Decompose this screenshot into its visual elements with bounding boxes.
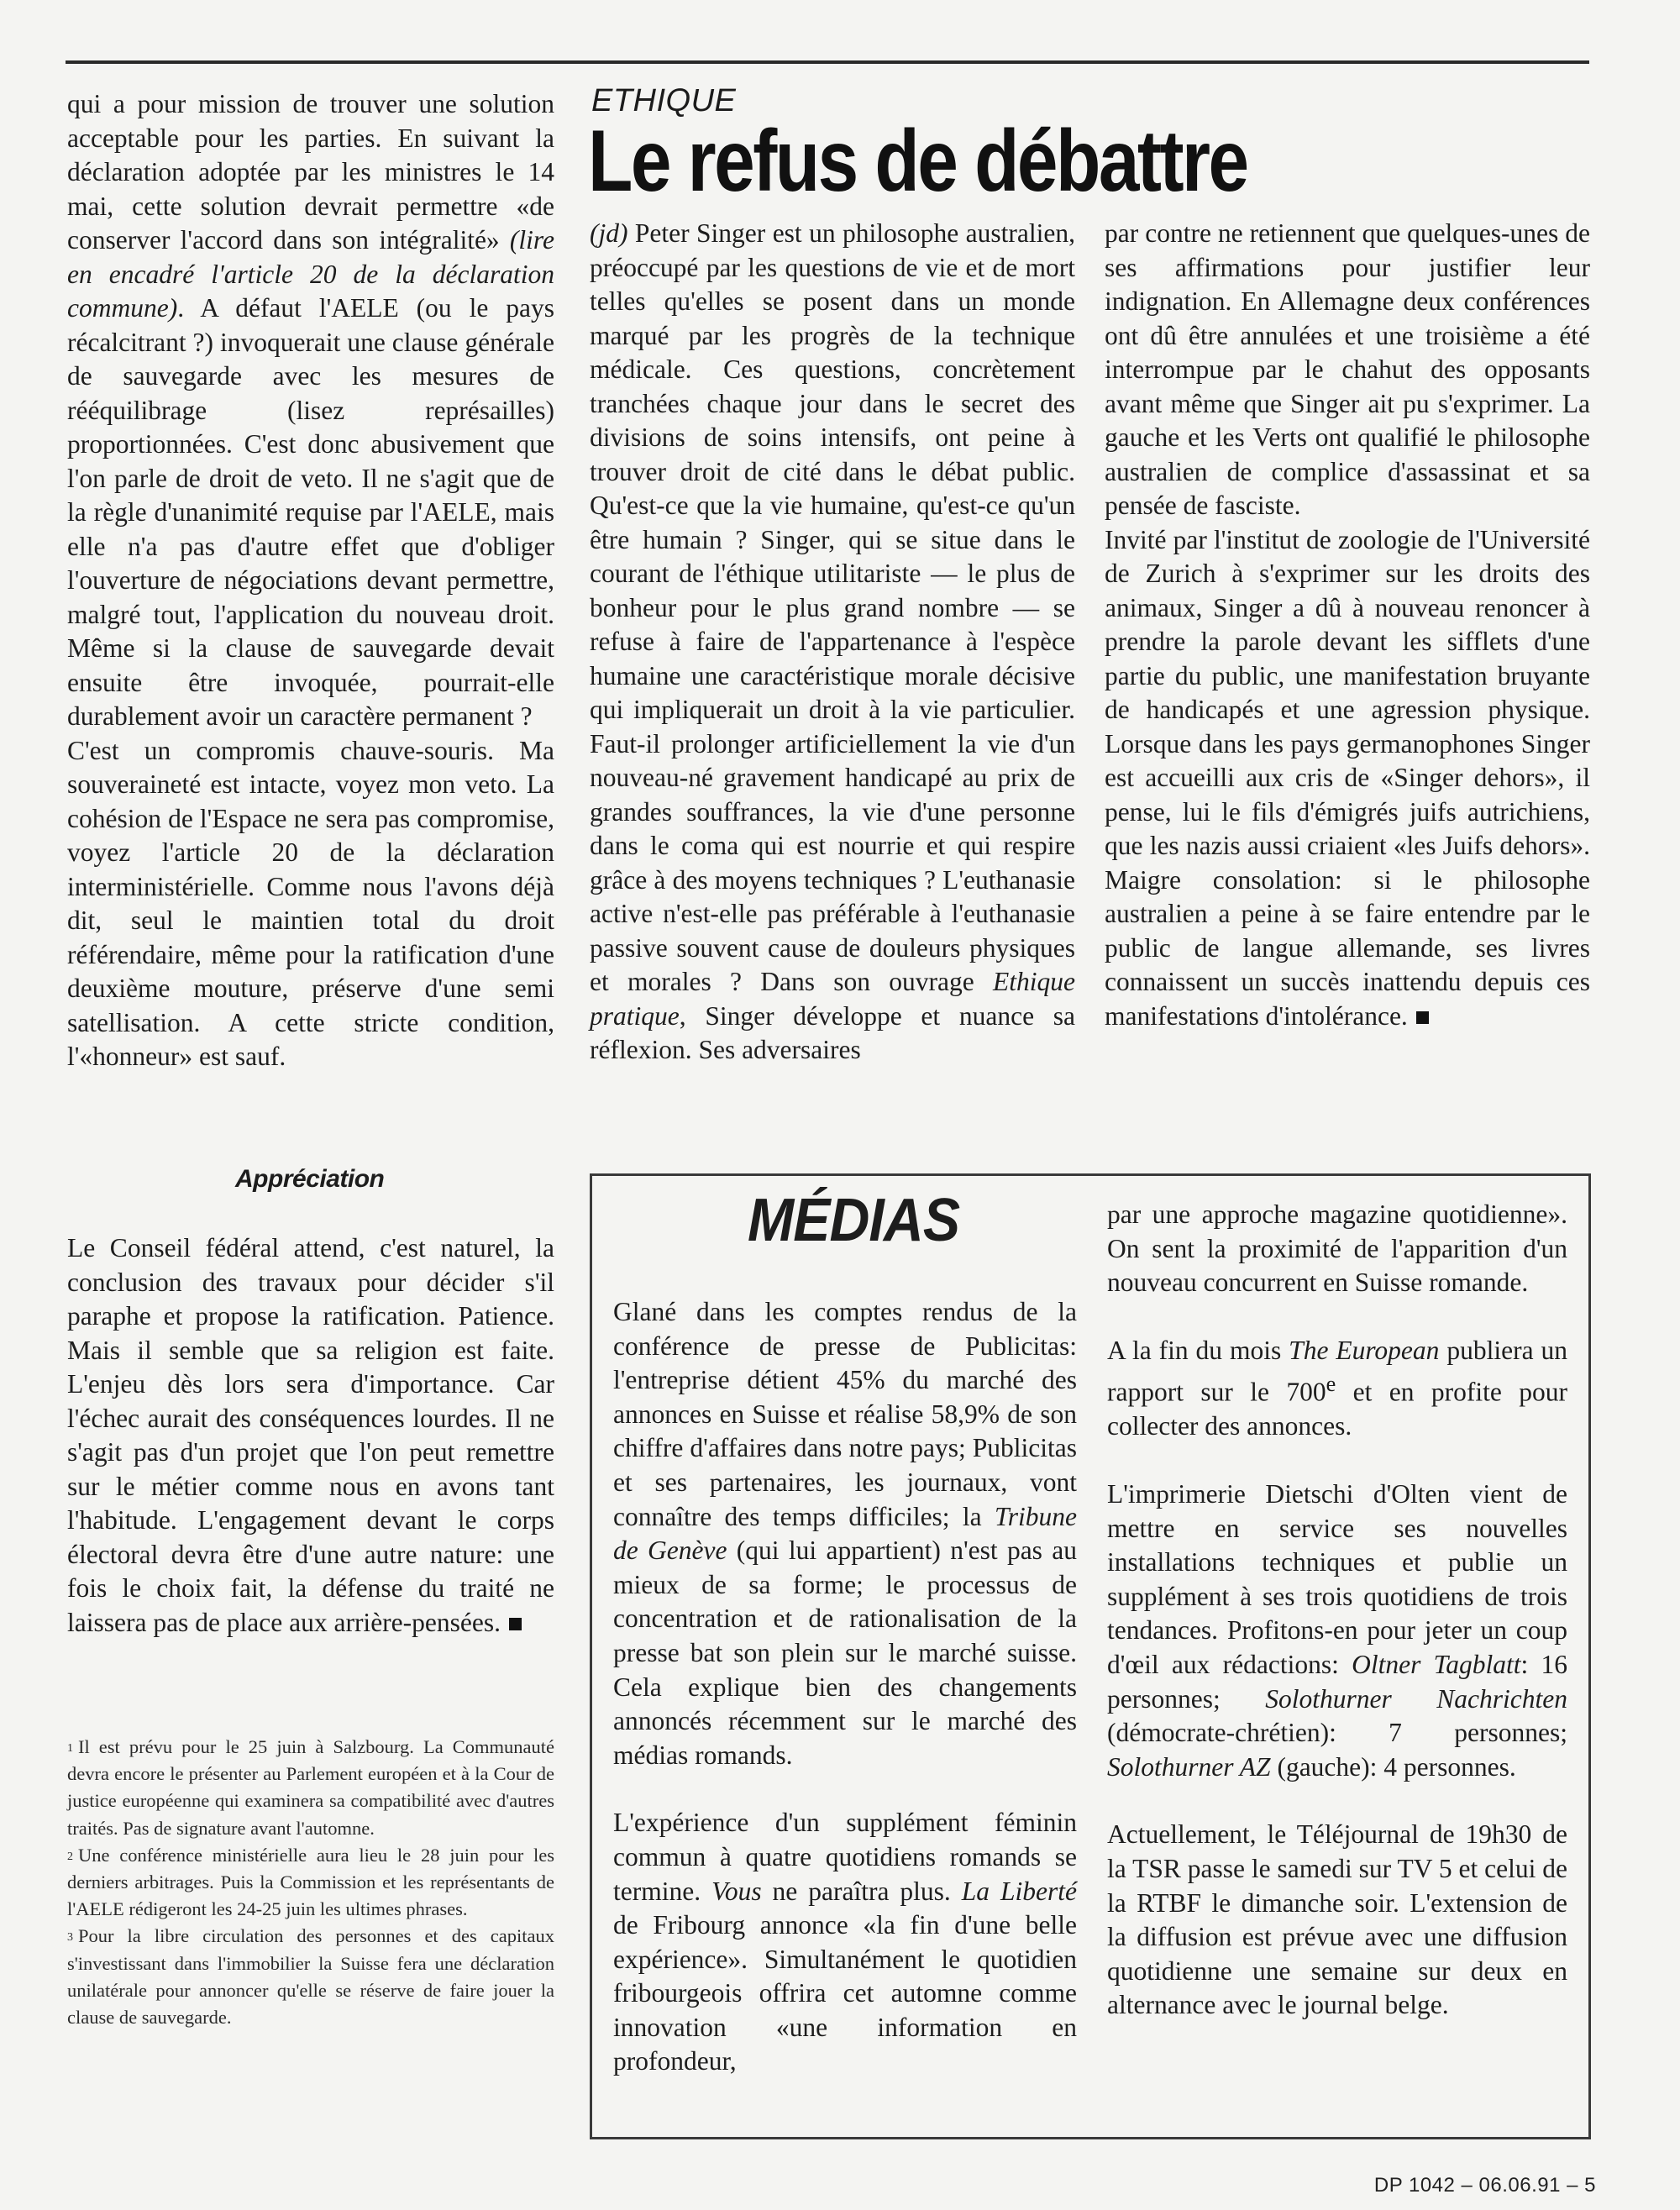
ethique-paragraph-1b: par contre ne retiennent que quelques-unes de ses affirmations pour justifier leur indignation. En Allemagne deux conférences ont dû être annulées et une troisième a été interrompue par le chahut des opposants avant même que Singer ait pu s'exprimer. La gauche et les Verts ont qualifié le philosophe australien de complice d'assassinat et sa pensée de fasciste. — [1105, 218, 1590, 520]
left-paragraph-1: qui a pour mission de trouver une solution acceptable pour les parties. En suivant la déclaration adoptée par les ministres le 14 mai, cette solution devrait permettre «de conserver l'accord dans son intégralité» (lire en encadré l'article 20 de la déclaration commune). A défaut l'AELE (ou le pays récalcitrant ?) invoquerait une clause générale de sauvegarde avec les mesures de rééquilibrage (lisez représailles) proportionnées. C'est donc abusivement que l'on parle de droit de veto. Il ne s'agit que de la règle d'unanimité requise par l'AELE, mais elle n'a pas d'autre effet que d'obliger l'ouverture de négociations devant permettre, malgré tout, l'application du nouveau droit. Même si la clause de sauvegarde devait ensuite être invoquée, pourrait-elle durablement avoir un caractère permanent ? — [67, 89, 554, 731]
end-mark-icon — [1416, 1011, 1429, 1024]
medias-title: MÉDIAS — [748, 1187, 960, 1254]
medias-paragraph-3: A la fin du mois The European publiera un rapport sur le 700e et en profite pour collecter des annonces. — [1107, 1335, 1567, 1441]
medias-paragraph-4: L'imprimerie Dietschi d'Olten vient de mettre en service ses nouvelles installations techniques et publie un supplément à ses trois quotidiens de trois tendances. Profitons-en pour jeter un coup d'œil aux rédactions: Oltner Tagblatt: 16 personnes; Solothurner Nachrichten (démocrate-chrétien): 7 personnes; Solothurner AZ (gauche): 4 personnes. — [1107, 1479, 1567, 1782]
medias-paragraph-2a: L'expérience d'un supplément féminin commun à quatre quotidiens romands se termine. Vous ne paraîtra plus. La Liberté de Fribourg annonce «la fin d'une belle expérience». Simultanément le quotidien fribourgeois offrira cet automne comme innovation «une information en profondeur, — [613, 1808, 1077, 2076]
page-footer: DP 1042 – 06.06.91 – 5 — [1373, 2174, 1596, 2197]
article-kicker: ETHIQUE — [591, 83, 737, 118]
medias-column-2 — [1107, 1198, 1567, 2023]
article-headline: Le refus de débattre — [588, 113, 1247, 210]
ethique-column-1 — [590, 217, 1075, 1068]
footnotes — [67, 1734, 554, 2031]
medias-paragraph-2b: par une approche magazine quotidienne». On sent la proximité de l'apparition d'un nouveau concurrent en Suisse romande. — [1107, 1199, 1567, 1298]
byline: (jd) — [590, 218, 628, 248]
left-paragraph-2: C'est un compromis chauve-souris. Ma souveraineté est intacte, voyez mon veto. La cohésion de l'Espace ne sera pas compromise, voyez l'article 20 de la déclaration interministérielle. Comme nous l'avons déjà dit, seul le maintien total du droit référendaire, même pour la ratification d'une deuxième mouture, préserve d'une semi satellisation. A cette stricte condition, l'«honneur» est sauf. — [67, 735, 554, 1071]
ethique-column-2 — [1105, 217, 1590, 1033]
footnote-3: $^3$ Pour la libre circulation des personnes et des capitaux s'investissant dans l'immobilier la Suisse fera une déclaration unilatérale pour annoncer qu'elle se réserve de faire jouer la clause de sauvegarde. — [67, 1925, 554, 2029]
book-title: Ethique pratique — [590, 967, 1075, 1031]
medias-column-1 — [613, 1295, 1077, 2079]
medias-paragraph-5: Actuellement, le Téléjournal de 19h30 de la TSR passe le samedi sur TV 5 et celui de la RTBF le dimanche soir. L'extension de la diffusion est prévue avec une diffusion quotidienne une semaine sur deux en alternance avec le journal belge. — [1107, 1819, 1567, 2020]
appreciation-heading: Appréciation — [235, 1165, 385, 1193]
footnote-2: $^2$ Une conférence ministérielle aura lieu le 28 juin pour les derniers arbitrages. Puis la Commission et les représentants de l'AELE rédigeront les 24-25 juin les ultimes phrases. — [67, 1844, 554, 1920]
top-rule — [66, 60, 1589, 64]
ethique-paragraph-2: Invité par l'institut de zoologie de l'Université de Zurich à s'exprimer sur les droits des animaux, Singer a dû à nouveau renoncer à prendre la parole devant les sifflets d'une partie du public, une manifestation bruyante de handicapés et une agression physique. Lorsque dans les pays germanophones Singer est accueilli aux cris de «Singer dehors», il pense, lui le fils d'émigrés juifs autrichiens, que les nazis aussi criaient «les Juifs dehors». Maigre consolation: si le philosophe australien a peine à se faire entendre par le public de langue allemande, ses livres connaissent un succès inattendu depuis ces manifestations d'intolérance. — [1105, 524, 1590, 1031]
ethique-paragraph-1a: (jd) Peter Singer est un philosophe australien, préoccupé par les questions de vie et de mort telles qu'elles se posent dans un monde marqué par les progrès de la technique médicale. Ces questions, concrètement tranchées chaque jour dans le secret des divisions de soins intensifs, ont peine à trouver droit de cité dans le débat public. Qu'est-ce que la vie humaine, qu'est-ce qu'un être humain ? Singer, qui se situe dans le courant de l'éthique utilitariste — le plus de bonheur pour le plus grand nombre — se refuse à faire de l'appartenance à l'espèce humaine une caractéristique morale décisive qui impliquerait un droit à la vie particulier. Faut-il prolonger artificiellement la vie d'un nouveau-né gravement handicapé au prix de grandes souffrances, la vie d'une personne dans le coma qui est nourrie et qui respire grâce à des moyens techniques ? L'euthanasie active n'est-elle pas préférable à l'euthanasie passive souvent cause de douleurs physiques et morales ? Dans son ouvrage Ethique pratique, Singer développe et nuance sa réflexion. Ses adversaires — [590, 218, 1075, 1064]
footnote-1: $^1$ Il est prévu pour le 25 juin à Salzbourg. La Communauté devra encore le présenter au Parlement européen et à la Cour de justice européenne qui examinera sa compatibilité avec d'autres traités. Pas de signature avant l'automne. — [67, 1736, 554, 1839]
left-column — [67, 87, 554, 1074]
medias-paragraph-1: Glané dans les comptes rendus de la conférence de presse de Publicitas: l'entreprise détient 45% du marché des annonces en Suisse et réalise 58,9% de son chiffre d'affaires dans notre pays; Publicitas et ses partenaires, les journaux, vont connaître des temps difficiles; la Tribune de Genève (qui lui appartient) n'est pas au mieux de sa forme; le processus de concentration et de rationalisation de la presse bat son plein sur le marché suisse. Cela explique bien des changements annoncés récemment sur le marché des médias romands. — [613, 1297, 1078, 1770]
appreciation-paragraph: Le Conseil fédéral attend, c'est naturel, la conclusion des travaux pour décider s'il paraphe et propose la ratification. Patience. Mais il semble que sa religion est faite. L'enjeu dès lors sera d'importance. Car l'échec aurait des conséquences lourdes. Il ne s'agit pas d'un projet que l'on peut remettre sur le métier comme nous en avons tant l'habitude. L'engagement devant le corps électoral devra être d'une autre nature: une fois le choix fait, la défense du traité ne laissera pas de place aux arrière-pensées. — [67, 1233, 554, 1637]
appreciation-column — [67, 1231, 554, 1640]
end-mark-icon — [509, 1618, 522, 1630]
